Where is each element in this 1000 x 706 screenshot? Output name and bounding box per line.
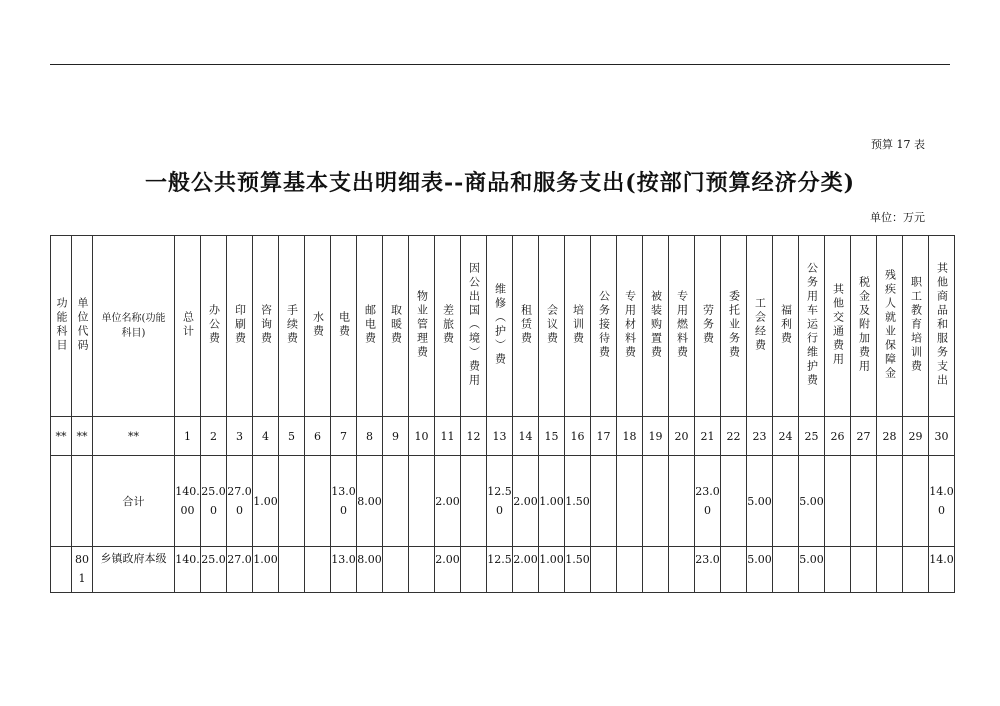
- num-text-13: 11: [440, 429, 455, 443]
- tot-text-3: 140.00: [175, 485, 200, 517]
- numbering-row: [51, 417, 955, 456]
- hdr-cell-22: [669, 236, 695, 417]
- num-cell-24: [721, 417, 747, 456]
- tot-cell-19: [591, 456, 617, 547]
- hdr-text-25: 工会经费: [753, 296, 767, 353]
- num-cell-1: [72, 417, 93, 456]
- total-row: [51, 456, 955, 547]
- dat-cell-28: [825, 547, 851, 593]
- num-cell-28: [825, 417, 851, 456]
- tot-cell-29: [851, 456, 877, 547]
- tot-text-13: 2.00: [435, 494, 460, 508]
- tot-cell-23: [695, 456, 721, 547]
- dat-cell-3: [175, 547, 201, 593]
- dat-text-10: 8.00: [357, 553, 382, 566]
- hdr-text-30: 残疾人就业保障金: [883, 268, 897, 381]
- hdr-text-12: 物业管理费: [415, 289, 429, 360]
- num-text-16: 14: [518, 429, 533, 443]
- tot-text-2: 合计: [122, 495, 145, 508]
- hdr-cell-6: [253, 236, 279, 417]
- dat-cell-1: [72, 547, 93, 593]
- hdr-text-15: 维修（护）费: [493, 282, 507, 367]
- dat-cell-10: [357, 547, 383, 593]
- num-text-22: 20: [674, 429, 689, 443]
- num-text-5: 3: [236, 429, 243, 443]
- dat-cell-21: [643, 547, 669, 593]
- hdr-text-22: 专用燃料费: [675, 289, 689, 360]
- tot-cell-1: [72, 456, 93, 547]
- tot-cell-13: [435, 456, 461, 547]
- hdr-cell-20: [617, 236, 643, 417]
- dat-cell-23: [695, 547, 721, 593]
- num-cell-12: [409, 417, 435, 456]
- dat-text-32: 14.0: [929, 553, 954, 566]
- hdr-text-3: 总计: [181, 310, 195, 339]
- tot-text-10: 8.00: [357, 494, 382, 508]
- dat-text-9: 13.0: [331, 553, 356, 566]
- tot-cell-6: [253, 456, 279, 547]
- num-text-7: 5: [288, 429, 295, 443]
- hdr-text-6: 咨询费: [259, 303, 273, 346]
- num-cell-3: [175, 417, 201, 456]
- tot-cell-10: [357, 456, 383, 547]
- hdr-text-9: 电费: [337, 310, 351, 339]
- dat-cell-4: [201, 547, 227, 593]
- num-text-1: **: [76, 429, 88, 443]
- dat-cell-13: [435, 547, 461, 593]
- tot-cell-26: [773, 456, 799, 547]
- dat-text-3: 140.: [175, 553, 200, 566]
- num-cell-27: [799, 417, 825, 456]
- dat-cell-16: [513, 547, 539, 593]
- num-text-30: 28: [882, 429, 897, 443]
- hdr-cell-9: [331, 236, 357, 417]
- num-text-29: 27: [856, 429, 871, 443]
- dat-cell-30: [877, 547, 903, 593]
- dat-cell-32: [929, 547, 955, 593]
- dat-cell-12: [409, 547, 435, 593]
- num-text-15: 13: [492, 429, 507, 443]
- hdr-cell-25: [747, 236, 773, 417]
- hdr-cell-18: [565, 236, 591, 417]
- data-row: [51, 547, 955, 593]
- tot-cell-14: [461, 456, 487, 547]
- dat-text-13: 2.00: [435, 553, 460, 566]
- hdr-cell-17: [539, 236, 565, 417]
- num-text-24: 22: [726, 429, 741, 443]
- num-text-19: 17: [596, 429, 611, 443]
- num-cell-19: [591, 417, 617, 456]
- dat-text-4: 25.0: [201, 553, 226, 566]
- tot-text-15: 12.50: [487, 485, 512, 517]
- hdr-cell-23: [695, 236, 721, 417]
- tot-text-23: 23.00: [695, 485, 720, 517]
- hdr-text-29: 税金及附加费用: [857, 275, 871, 374]
- hdr-cell-27: [799, 236, 825, 417]
- hdr-text-21: 被装购置费: [649, 289, 663, 360]
- num-text-25: 23: [752, 429, 767, 443]
- hdr-text-28: 其他交通费用: [831, 282, 845, 367]
- hdr-text-32: 其他商品和服务支出: [935, 261, 949, 388]
- hdr-cell-32: [929, 236, 955, 417]
- hdr-text-26: 福利费: [779, 303, 793, 346]
- hdr-text-20: 专用材料费: [623, 289, 637, 360]
- num-cell-6: [253, 417, 279, 456]
- hdr-cell-2: [93, 236, 175, 417]
- dat-cell-5: [227, 547, 253, 593]
- dat-text-1: 801: [75, 553, 89, 585]
- num-text-28: 26: [830, 429, 845, 443]
- dat-cell-8: [305, 547, 331, 593]
- dat-cell-17: [539, 547, 565, 593]
- hdr-cell-14: [461, 236, 487, 417]
- tot-cell-21: [643, 456, 669, 547]
- dat-cell-0: [51, 547, 72, 593]
- tot-cell-18: [565, 456, 591, 547]
- page-title: 一般公共预算基本支出明细表--商品和服务支出(按部门预算经济分类): [144, 170, 856, 196]
- hdr-text-14: 因公出国（境）费用: [467, 261, 481, 388]
- hdr-text-18: 培训费: [571, 303, 585, 346]
- tot-text-32: 14.00: [929, 485, 954, 517]
- num-cell-22: [669, 417, 695, 456]
- dat-text-15: 12.5: [487, 553, 512, 566]
- num-text-2: **: [128, 429, 139, 443]
- table-number: 预算 17 表: [871, 138, 925, 151]
- num-cell-0: [51, 417, 72, 456]
- hdr-cell-5: [227, 236, 253, 417]
- num-cell-18: [565, 417, 591, 456]
- dat-cell-2: [93, 547, 175, 593]
- dat-cell-22: [669, 547, 695, 593]
- tot-text-18: 1.50: [565, 494, 590, 508]
- num-cell-7: [279, 417, 305, 456]
- tot-cell-5: [227, 456, 253, 547]
- num-cell-23: [695, 417, 721, 456]
- dat-cell-15: [487, 547, 513, 593]
- tot-cell-30: [877, 456, 903, 547]
- dat-cell-9: [331, 547, 357, 593]
- tot-cell-22: [669, 456, 695, 547]
- num-text-18: 16: [570, 429, 585, 443]
- num-cell-15: [487, 417, 513, 456]
- dat-text-16: 2.00: [513, 553, 538, 566]
- dat-cell-24: [721, 547, 747, 593]
- num-cell-17: [539, 417, 565, 456]
- tot-cell-17: [539, 456, 565, 547]
- num-cell-8: [305, 417, 331, 456]
- hdr-cell-26: [773, 236, 799, 417]
- num-cell-13: [435, 417, 461, 456]
- num-text-8: 6: [314, 429, 321, 443]
- hdr-text-23: 劳务费: [701, 303, 715, 346]
- hdr-text-5: 印刷费: [233, 303, 247, 346]
- hdr-text-31: 职工教育培训费: [909, 275, 923, 374]
- tot-cell-7: [279, 456, 305, 547]
- num-text-4: 2: [210, 429, 217, 443]
- num-text-32: 30: [934, 429, 949, 443]
- hdr-cell-15: [487, 236, 513, 417]
- hdr-text-10: 邮电费: [363, 303, 377, 346]
- hdr-text-2: 单位名称(功能科目): [101, 313, 166, 339]
- tot-text-25: 5.00: [747, 494, 772, 508]
- hdr-text-4: 办公费: [207, 303, 221, 346]
- tot-text-27: 5.00: [799, 494, 824, 508]
- num-text-9: 7: [340, 429, 347, 443]
- hdr-cell-29: [851, 236, 877, 417]
- tot-cell-3: [175, 456, 201, 547]
- dat-text-17: 1.00: [539, 553, 564, 566]
- tot-cell-20: [617, 456, 643, 547]
- hdr-cell-3: [175, 236, 201, 417]
- num-cell-10: [357, 417, 383, 456]
- hdr-cell-28: [825, 236, 851, 417]
- hdr-cell-7: [279, 236, 305, 417]
- num-text-10: 8: [366, 429, 373, 443]
- dat-cell-19: [591, 547, 617, 593]
- num-text-23: 21: [700, 429, 715, 443]
- tot-cell-15: [487, 456, 513, 547]
- num-text-3: 1: [184, 429, 191, 443]
- hdr-text-13: 差旅费: [441, 303, 455, 346]
- tot-cell-11: [383, 456, 409, 547]
- dat-text-6: 1.00: [253, 553, 278, 566]
- num-text-14: 12: [466, 429, 481, 443]
- hdr-text-1: 单位代码: [76, 296, 89, 353]
- tot-cell-16: [513, 456, 539, 547]
- hdr-cell-10: [357, 236, 383, 417]
- hdr-cell-31: [903, 236, 929, 417]
- tot-cell-31: [903, 456, 929, 547]
- dat-cell-20: [617, 547, 643, 593]
- num-cell-31: [903, 417, 929, 456]
- dat-text-25: 5.00: [747, 553, 772, 566]
- hdr-cell-21: [643, 236, 669, 417]
- hdr-cell-4: [201, 236, 227, 417]
- dat-cell-25: [747, 547, 773, 593]
- unit-label: 单位：万元: [870, 211, 925, 224]
- dat-text-23: 23.0: [695, 553, 720, 566]
- num-cell-5: [227, 417, 253, 456]
- hdr-text-24: 委托业务费: [727, 289, 741, 360]
- tot-text-5: 27.00: [227, 485, 252, 517]
- num-cell-32: [929, 417, 955, 456]
- num-cell-25: [747, 417, 773, 456]
- hdr-cell-11: [383, 236, 409, 417]
- hdr-cell-12: [409, 236, 435, 417]
- hdr-text-0: 功能科目: [55, 296, 68, 353]
- expenditure-table: [50, 235, 955, 593]
- dat-cell-27: [799, 547, 825, 593]
- tot-cell-9: [331, 456, 357, 547]
- hdr-text-16: 租赁费: [519, 303, 533, 346]
- dat-text-27: 5.00: [799, 553, 824, 566]
- dat-cell-14: [461, 547, 487, 593]
- hdr-cell-24: [721, 236, 747, 417]
- hdr-cell-0: [51, 236, 72, 417]
- num-cell-14: [461, 417, 487, 456]
- dat-cell-11: [383, 547, 409, 593]
- tot-cell-0: [51, 456, 72, 547]
- dat-cell-18: [565, 547, 591, 593]
- hdr-cell-8: [305, 236, 331, 417]
- num-cell-20: [617, 417, 643, 456]
- num-cell-30: [877, 417, 903, 456]
- num-text-12: 10: [414, 429, 429, 443]
- hdr-cell-1: [72, 236, 93, 417]
- num-text-21: 19: [648, 429, 663, 443]
- num-cell-29: [851, 417, 877, 456]
- num-cell-11: [383, 417, 409, 456]
- hdr-text-7: 手续费: [285, 303, 299, 346]
- num-text-0: **: [55, 429, 67, 443]
- dat-cell-7: [279, 547, 305, 593]
- hdr-text-19: 公务接待费: [597, 289, 611, 360]
- tot-text-9: 13.00: [331, 485, 356, 517]
- hdr-cell-13: [435, 236, 461, 417]
- num-text-20: 18: [622, 429, 637, 443]
- dat-cell-31: [903, 547, 929, 593]
- num-text-26: 24: [778, 429, 793, 443]
- dat-cell-29: [851, 547, 877, 593]
- hdr-text-11: 取暖费: [389, 303, 403, 346]
- num-cell-26: [773, 417, 799, 456]
- num-cell-9: [331, 417, 357, 456]
- num-cell-4: [201, 417, 227, 456]
- dat-text-5: 27.0: [227, 553, 252, 566]
- num-text-31: 29: [908, 429, 923, 443]
- num-text-6: 4: [262, 429, 269, 443]
- hdr-cell-16: [513, 236, 539, 417]
- tot-text-16: 2.00: [513, 494, 538, 508]
- top-rule: [50, 64, 950, 65]
- hdr-cell-19: [591, 236, 617, 417]
- hdr-text-17: 会议费: [545, 303, 559, 346]
- hdr-cell-30: [877, 236, 903, 417]
- num-text-11: 9: [392, 429, 399, 443]
- num-cell-16: [513, 417, 539, 456]
- tot-cell-8: [305, 456, 331, 547]
- dat-cell-26: [773, 547, 799, 593]
- tot-text-6: 1.00: [253, 494, 278, 508]
- tot-text-17: 1.00: [539, 494, 564, 508]
- dat-cell-6: [253, 547, 279, 593]
- tot-cell-25: [747, 456, 773, 547]
- hdr-text-8: 水费: [311, 310, 325, 339]
- dat-text-18: 1.50: [565, 553, 590, 566]
- tot-cell-28: [825, 456, 851, 547]
- tot-cell-2: [93, 456, 175, 547]
- num-text-27: 25: [804, 429, 819, 443]
- hdr-text-27: 公务用车运行维护费: [805, 261, 819, 388]
- num-cell-21: [643, 417, 669, 456]
- num-text-17: 15: [544, 429, 559, 443]
- tot-cell-12: [409, 456, 435, 547]
- num-cell-2: [93, 417, 175, 456]
- tot-cell-4: [201, 456, 227, 547]
- tot-cell-24: [721, 456, 747, 547]
- header-row: [51, 236, 955, 417]
- tot-cell-32: [929, 456, 955, 547]
- tot-cell-27: [799, 456, 825, 547]
- tot-text-4: 25.00: [201, 485, 226, 517]
- dat-text-2: 乡镇政府本级: [100, 552, 167, 565]
